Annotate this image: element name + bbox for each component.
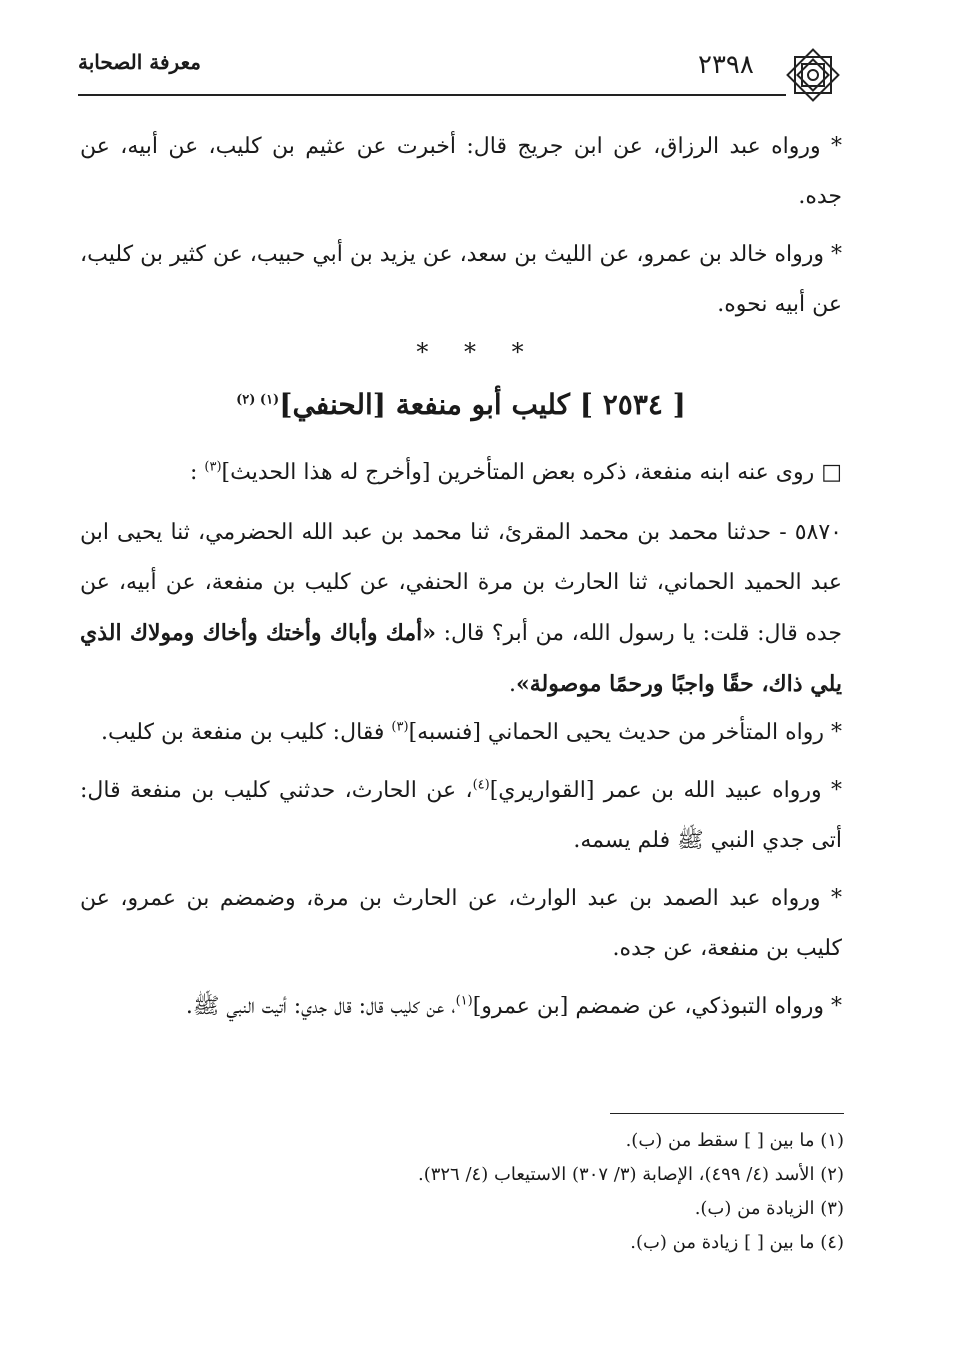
hadith-isnad: ٥٨٧٠ - حدثنا محمد بن محمد المقرئ، ثنا محمد بن عبد الله الحضرمي، ثنا يحيى ابن عبد الحميد الحماني، ثنا الحارث بن مرة الحنفي، عن كليب بن منفعة، عن أبيه، عن جده قال: قلت: يا رسول الله، من أبر؟ قال:	[80, 520, 842, 646]
narration-4	[80, 982, 842, 1032]
paragraph-2: * ورواه خالد بن عمرو، عن الليث بن سعد، عن يزيد بن أبي حبيب، عن كثير بن كليب، عن أبيه نحوه.	[80, 242, 842, 317]
header-rule	[78, 94, 786, 96]
narration-2-text-b: ، عن الحارث، حدثني كليب بن منفعة قال: أتى جدي النبي ﷺ فلم يسمه.	[80, 778, 842, 853]
narration-2-text-a: * ورواه عبيد الله بن عمر [القواريري]	[489, 778, 842, 803]
entry-title-footnote-marks: (١) (٢)	[236, 392, 280, 408]
narration-1-footnote-mark: (٣)	[391, 719, 409, 735]
section-separator: * * *	[416, 338, 538, 366]
hadith-matn: «أمك وأباك وأختك وأخاك ومولاك الذي يلي ذاك، حقًا واجبًا ورحمًا موصولة»	[80, 620, 842, 697]
narration-2	[80, 766, 842, 866]
footnote-4: (٤) ما بين [ ] زيادة من (ب).	[630, 1232, 844, 1253]
page-number: ٢٣٩٨	[698, 50, 754, 80]
entry-intro-colon: :	[189, 460, 198, 485]
entry-title-text: [ ٢٥٣٤ ] كليب أبو منفعة [الحنفي]	[279, 388, 686, 421]
footnote-1: (١) ما بين [ ] سقط من (ب).	[625, 1130, 844, 1151]
entry-intro-text: □ روى عنه ابنه منفعة، ذكره بعض المتأخرين [وأخرج له هذا الحديث]	[221, 460, 842, 485]
narration-1	[80, 708, 842, 758]
footnote-3: (٣) الزيادة من (ب).	[694, 1198, 844, 1219]
narration-4-text-b: ، عن كليب قال: قال جدي: أتيت النبي ﷺ.	[185, 994, 456, 1019]
narration-4-text-a: * ورواه التبوذكي، عن ضمضم [بن عمرو]	[472, 994, 842, 1019]
entry-intro	[80, 448, 842, 498]
narration-1-text-b: فقال: كليب بن منفعة بن كليب.	[101, 720, 392, 745]
paragraph-1: * ورواه عبد الرزاق، عن ابن جريج قال: أخبرت عن عثيم بن كليب، عن أبيه، عن جده.	[80, 134, 842, 209]
narration-2-footnote-mark: (٤)	[472, 777, 490, 793]
footnote-2: (٢) الأسد (٤/ ٤٩٩)، الإصابة (٣/ ٣٠٧) الاستيعاب (٤/ ٣٢٦).	[417, 1164, 844, 1185]
narration-3: * ورواه عبد الصمد بن عبد الوارث، عن الحارث بن مرة، وضمضم بن عمرو، عن كليب بن منفعة، عن جده.	[80, 886, 842, 961]
hadith-5870	[80, 508, 842, 710]
entry-title	[80, 388, 842, 421]
entry-intro-footnote-mark: (٣)	[204, 459, 222, 475]
narration-4-footnote-mark: (١)	[455, 993, 473, 1009]
running-title: معرفة الصحابة	[78, 50, 201, 74]
footnote-rule	[610, 1113, 844, 1114]
narration-1-text-a: * رواه المتأخر من حديث يحيى الحماني [فنسبه]	[408, 720, 842, 745]
hadith-end: .	[508, 672, 516, 697]
octagram-ornament-icon	[782, 42, 844, 108]
